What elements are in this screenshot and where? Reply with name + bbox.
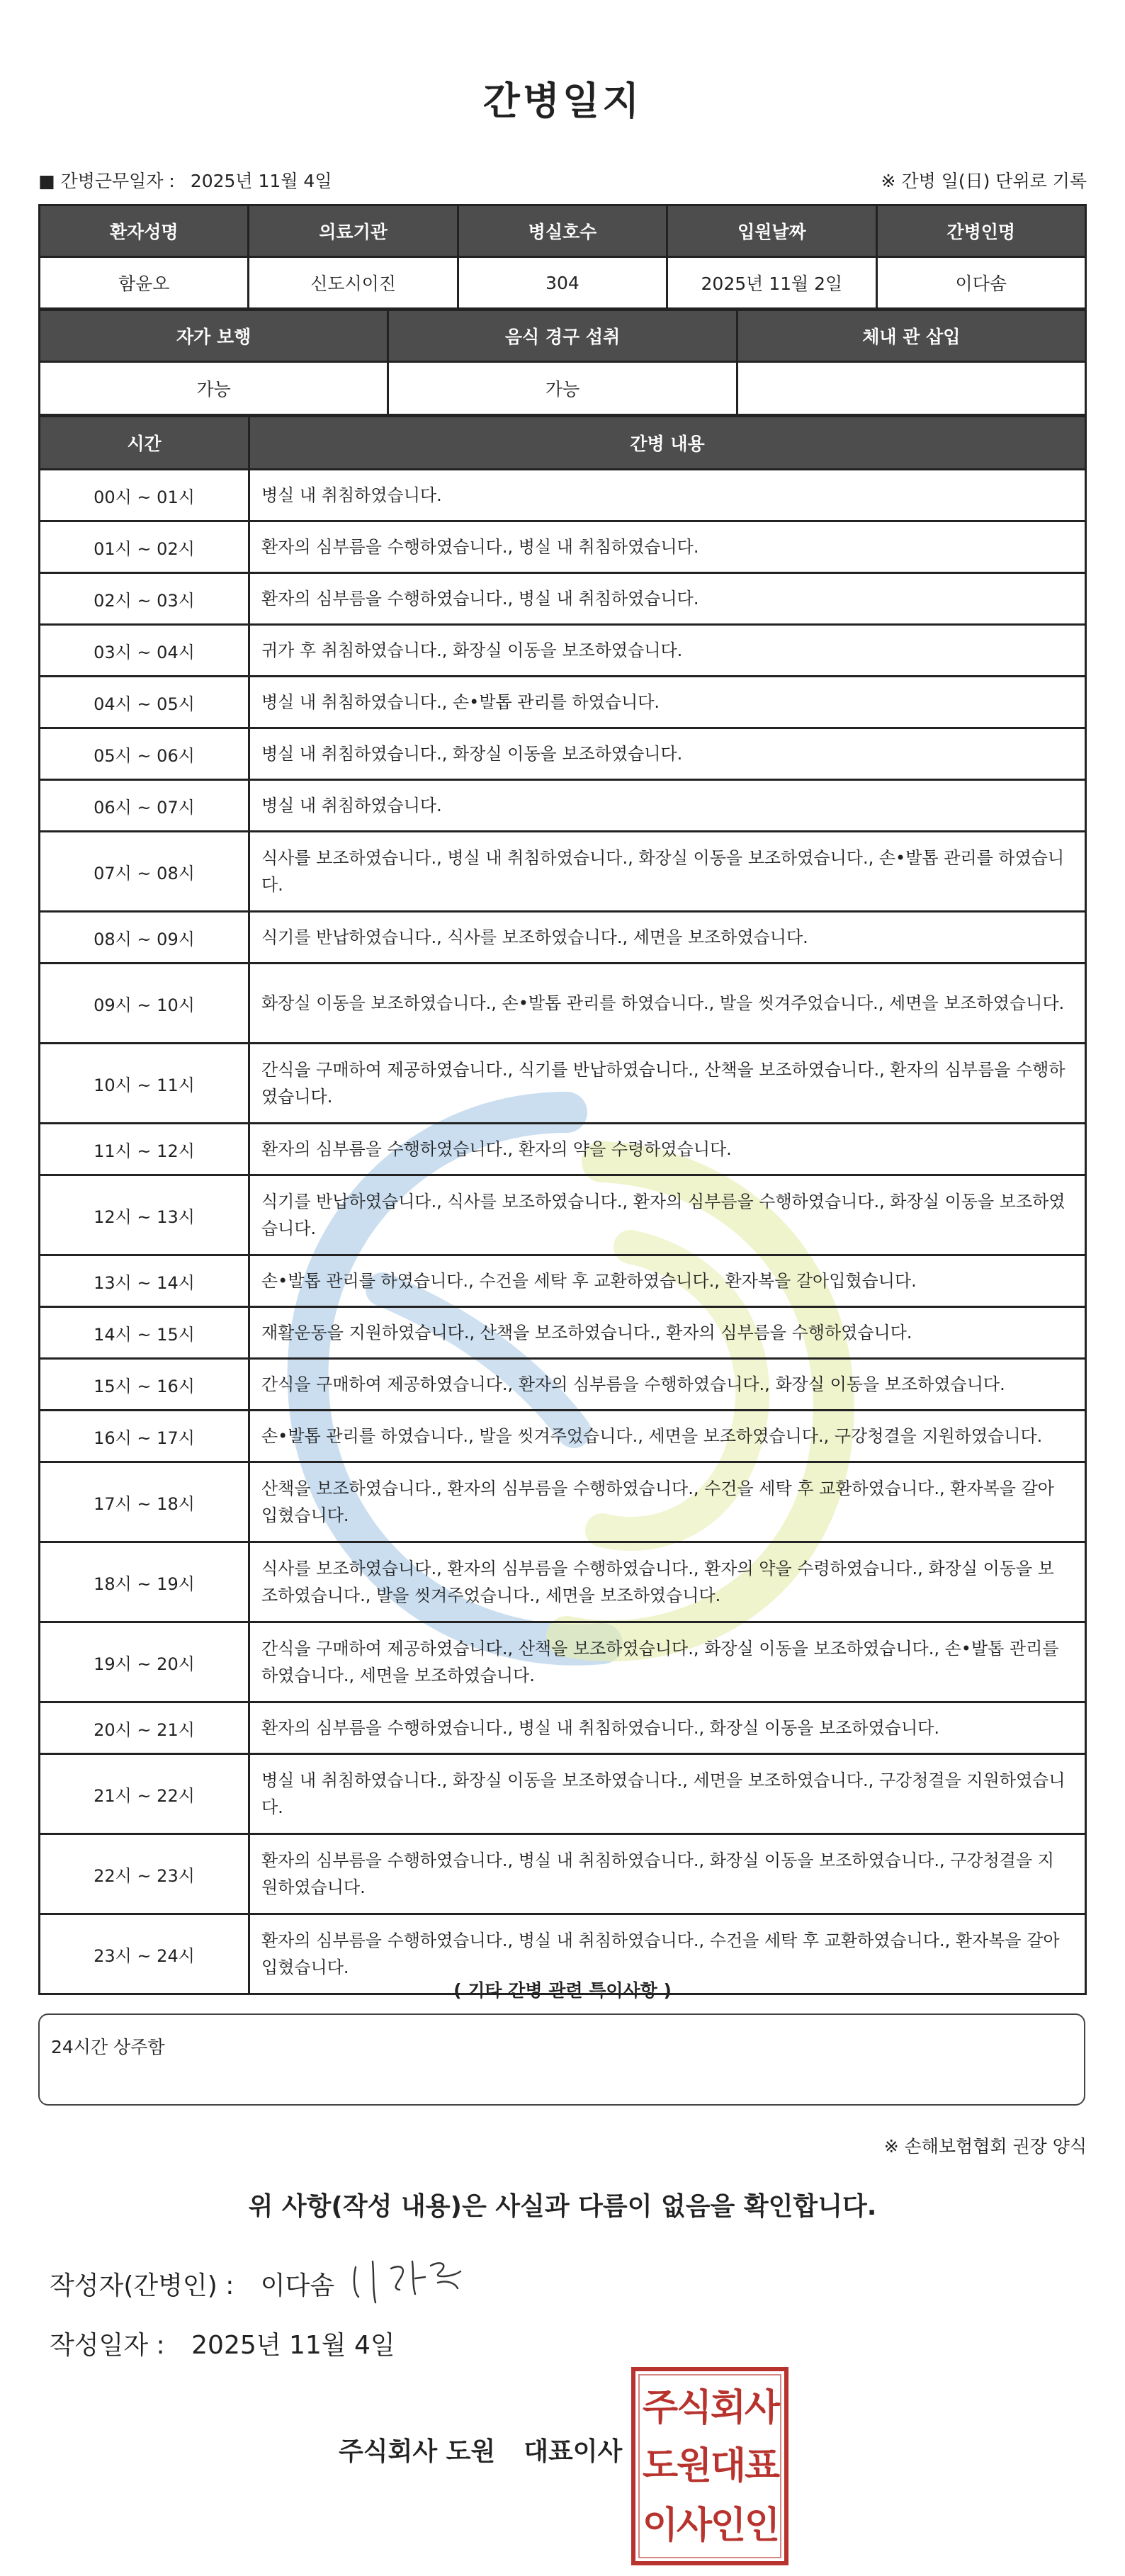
patient-value-row bbox=[40, 257, 1086, 309]
signature-image bbox=[347, 2252, 468, 2308]
table-row bbox=[40, 1754, 1086, 1834]
time-cell: 02시 ~ 03시 bbox=[40, 573, 249, 625]
time-cell: 20시 ~ 21시 bbox=[40, 1702, 249, 1754]
content-cell: 귀가 후 취침하였습니다., 화장실 이동을 보조하였습니다. bbox=[249, 625, 1086, 677]
table-row bbox=[40, 728, 1086, 780]
work-date bbox=[38, 167, 332, 193]
content-cell: 환자의 심부름을 수행하였습니다., 병실 내 취침하였습니다., 화장실 이동을 보조하였습니다., 구강청결을 지원하였습니다. bbox=[249, 1834, 1086, 1914]
content-cell: 재활운동을 지원하였습니다., 산책을 보조하였습니다., 환자의 심부름을 수행하였습니다. bbox=[249, 1307, 1086, 1359]
table-row bbox=[40, 573, 1086, 625]
svg-text:이: 이 bbox=[642, 2504, 679, 2547]
content-cell: 환자의 심부름을 수행하였습니다., 병실 내 취침하였습니다. bbox=[249, 573, 1086, 625]
time-cell: 01시 ~ 02시 bbox=[40, 521, 249, 573]
status-value-row bbox=[40, 362, 1086, 415]
company-name: 주식회사 도원 bbox=[339, 2437, 496, 2466]
time-cell: 03시 ~ 04시 bbox=[40, 625, 249, 677]
content-cell: 손•발톱 관리를 하였습니다., 수건을 세탁 후 교환하였습니다., 환자복을 갈아입혔습니다. bbox=[249, 1255, 1086, 1307]
work-date-label: ■ 간병근무일자 : bbox=[38, 171, 175, 191]
notes-text: 24시간 상주함 bbox=[51, 2037, 165, 2057]
svg-text:주: 주 bbox=[642, 2387, 679, 2429]
tube-insertion-value bbox=[737, 362, 1085, 415]
content-cell: 병실 내 취침하였습니다. bbox=[249, 470, 1086, 521]
writer-label: 작성자(간병인) : bbox=[50, 2271, 234, 2300]
table-row bbox=[40, 1175, 1086, 1255]
content-cell: 화장실 이동을 보조하였습니다., 손•발톱 관리를 하였습니다., 발을 씻겨주었습니다., 세면을 보조하였습니다. bbox=[249, 964, 1086, 1044]
patient-header-row bbox=[40, 205, 1086, 257]
page-title: 간병일지 bbox=[482, 79, 643, 123]
table-row bbox=[40, 832, 1086, 912]
header-cell: 음식 경구 섭취 bbox=[388, 310, 737, 362]
time-cell: 17시 ~ 18시 bbox=[40, 1462, 249, 1542]
header-cell: 환자성명 bbox=[40, 205, 249, 257]
time-cell: 00시 ~ 01시 bbox=[40, 470, 249, 521]
table-row bbox=[40, 1255, 1086, 1307]
svg-text:인: 인 bbox=[710, 2504, 747, 2547]
time-cell: 21시 ~ 22시 bbox=[40, 1754, 249, 1834]
room-number: 304 bbox=[458, 257, 667, 309]
content-cell: 식사를 보조하였습니다., 병실 내 취침하였습니다., 화장실 이동을 보조하였습니다., 손•발톱 관리를 하였습니다. bbox=[249, 832, 1086, 912]
content-cell: 식기를 반납하였습니다., 식사를 보조하였습니다., 환자의 심부름을 수행하였습니다., 화장실 이동을 보조하였습니다. bbox=[249, 1175, 1086, 1255]
time-cell: 12시 ~ 13시 bbox=[40, 1175, 249, 1255]
table-row bbox=[40, 1702, 1086, 1754]
time-cell: 13시 ~ 14시 bbox=[40, 1255, 249, 1307]
content-cell: 병실 내 취침하였습니다., 화장실 이동을 보조하였습니다., 세면을 보조하였습니다., 구강청결을 지원하였습니다. bbox=[249, 1754, 1086, 1834]
writer-line bbox=[50, 2266, 334, 2302]
content-cell: 간식을 구매하여 제공하였습니다., 식기를 반납하였습니다., 산책을 보조하였습니다., 환자의 심부름을 수행하였습니다. bbox=[249, 1044, 1086, 1124]
table-row bbox=[40, 780, 1086, 832]
status-header-row bbox=[40, 310, 1086, 362]
writer-name: 이다솜 bbox=[260, 2271, 335, 2300]
work-date-value: 2025년 11월 4일 bbox=[190, 171, 332, 191]
table-row bbox=[40, 1462, 1086, 1542]
svg-text:원: 원 bbox=[676, 2445, 713, 2487]
content-cell: 산책을 보조하였습니다., 환자의 심부름을 수행하였습니다., 수건을 세탁 후 교환하였습니다., 환자복을 갈아입혔습니다. bbox=[249, 1462, 1086, 1542]
time-cell: 06시 ~ 07시 bbox=[40, 780, 249, 832]
time-cell: 08시 ~ 09시 bbox=[40, 912, 249, 964]
time-cell: 18시 ~ 19시 bbox=[40, 1542, 249, 1622]
oral-intake-value: 가능 bbox=[388, 362, 737, 415]
time-cell: 22시 ~ 23시 bbox=[40, 1834, 249, 1914]
company-line bbox=[339, 2431, 622, 2468]
time-cell: 07시 ~ 08시 bbox=[40, 832, 249, 912]
content-cell: 환자의 심부름을 수행하였습니다., 병실 내 취침하였습니다. bbox=[249, 521, 1086, 573]
table-row bbox=[40, 964, 1086, 1044]
table-row bbox=[40, 1622, 1086, 1702]
table-row bbox=[40, 1359, 1086, 1411]
notes-title: ( 기타 간병 관련 특이사항 ) bbox=[453, 1980, 672, 2001]
table-row bbox=[40, 1542, 1086, 1622]
time-cell: 15시 ~ 16시 bbox=[40, 1359, 249, 1411]
notes-box bbox=[38, 2013, 1085, 2106]
self-walking-value: 가능 bbox=[40, 362, 388, 415]
svg-text:인: 인 bbox=[744, 2504, 781, 2547]
content-cell: 병실 내 취침하였습니다., 손•발톱 관리를 하였습니다. bbox=[249, 677, 1086, 728]
time-cell: 10시 ~ 11시 bbox=[40, 1044, 249, 1124]
time-cell: 19시 ~ 20시 bbox=[40, 1622, 249, 1702]
company-seal bbox=[631, 2366, 789, 2566]
svg-text:사: 사 bbox=[676, 2504, 713, 2547]
unit-note: ※ 간병 일(日) 단위로 기록 bbox=[881, 171, 1087, 191]
content-cell: 식사를 보조하였습니다., 환자의 심부름을 수행하였습니다., 환자의 약을 수령하였습니다., 화장실 이동을 보조하였습니다., 발을 씻겨주었습니다., 세면을 보조하였습니다. bbox=[249, 1542, 1086, 1622]
table-row bbox=[40, 1307, 1086, 1359]
table-row bbox=[40, 912, 1086, 964]
svg-text:표: 표 bbox=[744, 2445, 781, 2487]
header-cell: 간병 내용 bbox=[249, 417, 1086, 470]
table-row bbox=[40, 1411, 1086, 1462]
patient-name: 함윤오 bbox=[40, 257, 249, 309]
time-cell: 09시 ~ 10시 bbox=[40, 964, 249, 1044]
table-row bbox=[40, 677, 1086, 728]
svg-text:도: 도 bbox=[642, 2445, 679, 2487]
time-cell: 16시 ~ 17시 bbox=[40, 1411, 249, 1462]
write-date-value: 2025년 11월 4일 bbox=[191, 2331, 395, 2360]
svg-text:회: 회 bbox=[710, 2387, 747, 2429]
recommend-note: ※ 손해보험협회 권장 양식 bbox=[883, 2136, 1087, 2157]
content-cell: 환자의 심부름을 수행하였습니다., 병실 내 취침하였습니다., 화장실 이동을 보조하였습니다. bbox=[249, 1702, 1086, 1754]
time-cell: 11시 ~ 12시 bbox=[40, 1124, 249, 1175]
content-cell: 간식을 구매하여 제공하였습니다., 환자의 심부름을 수행하였습니다., 화장실 이동을 보조하였습니다. bbox=[249, 1359, 1086, 1411]
svg-text:대: 대 bbox=[710, 2445, 747, 2487]
content-cell: 환자의 심부름을 수행하였습니다., 병실 내 취침하였습니다., 수건을 세탁 후 교환하였습니다., 환자복을 갈아입혔습니다. bbox=[249, 1914, 1086, 1994]
admission-date: 2025년 11월 2일 bbox=[667, 257, 876, 309]
table-row bbox=[40, 1044, 1086, 1124]
table-row bbox=[40, 1124, 1086, 1175]
patient-info-table bbox=[38, 204, 1087, 310]
patient-status-table bbox=[38, 309, 1087, 416]
header-cell: 시간 bbox=[40, 417, 249, 470]
table-row bbox=[40, 470, 1086, 521]
ceo-label: 대표이사 bbox=[524, 2437, 623, 2466]
header-cell: 의료기관 bbox=[249, 205, 458, 257]
content-cell: 손•발톱 관리를 하였습니다., 발을 씻겨주었습니다., 세면을 보조하였습니다., 구강청결을 지원하였습니다. bbox=[249, 1411, 1086, 1462]
content-cell: 병실 내 취침하였습니다., 화장실 이동을 보조하였습니다. bbox=[249, 728, 1086, 780]
caregiver-name: 이다솜 bbox=[876, 257, 1085, 309]
time-cell: 04시 ~ 05시 bbox=[40, 677, 249, 728]
content-cell: 간식을 구매하여 제공하였습니다., 산책을 보조하였습니다., 화장실 이동을 보조하였습니다., 손•발톱 관리를 하였습니다., 세면을 보조하였습니다. bbox=[249, 1622, 1086, 1702]
content-cell: 환자의 심부름을 수행하였습니다., 환자의 약을 수령하였습니다. bbox=[249, 1124, 1086, 1175]
svg-text:사: 사 bbox=[744, 2387, 781, 2429]
write-date-label: 작성일자 : bbox=[50, 2331, 165, 2360]
header-cell: 입원날짜 bbox=[667, 205, 876, 257]
time-cell: 23시 ~ 24시 bbox=[40, 1914, 249, 1994]
time-cell: 05시 ~ 06시 bbox=[40, 728, 249, 780]
table-row bbox=[40, 625, 1086, 677]
header-cell: 간병인명 bbox=[876, 205, 1085, 257]
table-row bbox=[40, 521, 1086, 573]
confirm-statement: 위 사항(작성 내용)은 사실과 다름이 없음을 확인합니다. bbox=[248, 2192, 877, 2221]
write-date-line bbox=[50, 2325, 395, 2361]
log-header-row bbox=[40, 417, 1086, 470]
header-cell: 자가 보행 bbox=[40, 310, 388, 362]
content-cell: 병실 내 취침하였습니다. bbox=[249, 780, 1086, 832]
time-cell: 14시 ~ 15시 bbox=[40, 1307, 249, 1359]
header-cell: 체내 관 삽입 bbox=[737, 310, 1085, 362]
content-cell: 식기를 반납하였습니다., 식사를 보조하였습니다., 세면을 보조하였습니다. bbox=[249, 912, 1086, 964]
svg-text:식: 식 bbox=[676, 2387, 713, 2429]
table-row bbox=[40, 1834, 1086, 1914]
care-log-table bbox=[38, 415, 1087, 1995]
hospital-name: 신도시이진 bbox=[249, 257, 458, 309]
header-cell: 병실호수 bbox=[458, 205, 667, 257]
